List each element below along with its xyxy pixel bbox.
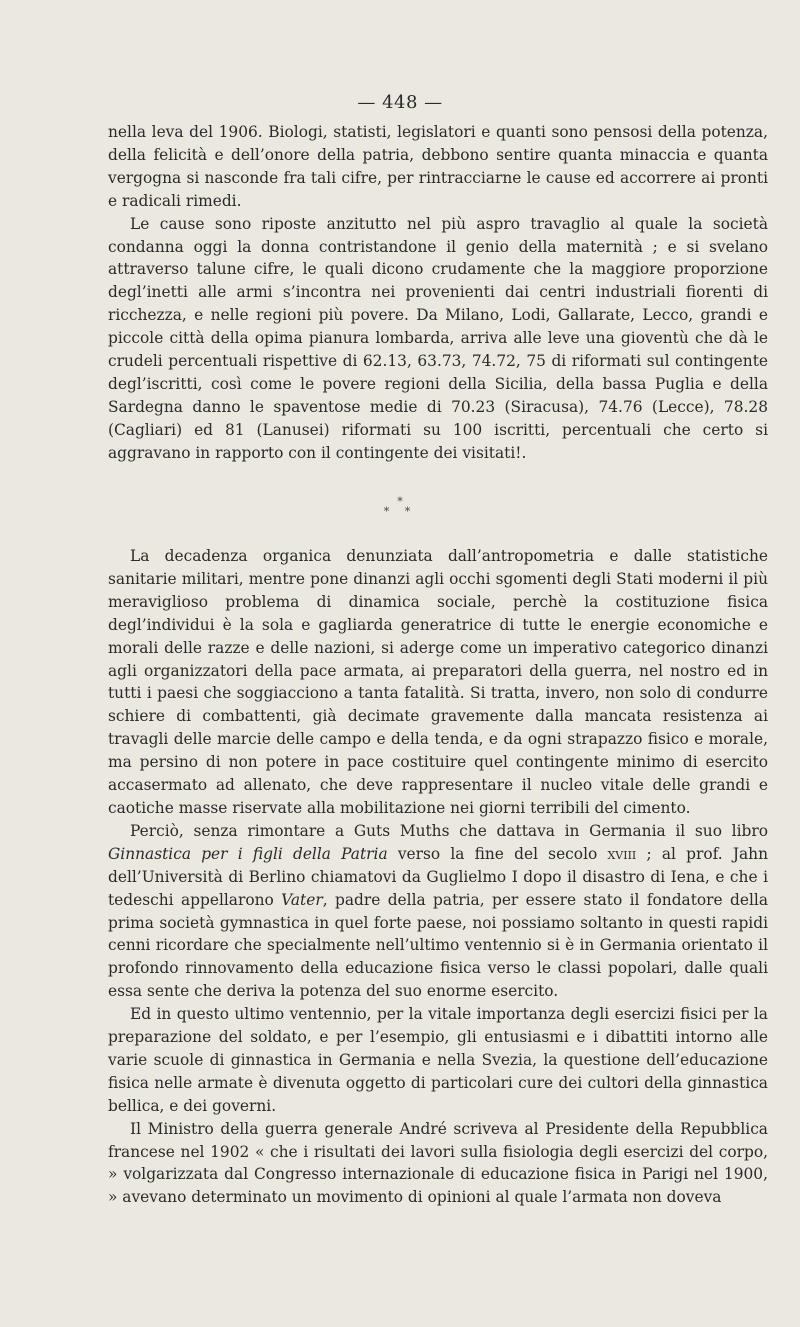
- paragraph-4: [108, 820, 768, 1003]
- section-1: [108, 121, 768, 465]
- century-numeral: xviii: [607, 844, 637, 863]
- vater-term: Vater: [281, 890, 323, 909]
- paragraph-4-text-b: verso la fine del secolo: [387, 844, 608, 863]
- paragraph-3: La decadenza organica denunziata dall’antropometria e dalle statistiche sanitarie militari, mentre pone dinanzi agli occhi sgomenti degli Stati moderni il più meraviglioso problema di dinamica sociale, perchè la costituzione fisica degl’individui è la sola e gagliarda generatrice di tutte le energie economiche e morali delle razze e delle nazioni, si aderge come un imperativo categorico dinanzi agli organizzatori della pace armata, ai preparatori della guerra, nel nostro ed in tutti i paesi che soggiacciono a tanta fatalità. Si tratta, invero, non solo di condurre schiere di combattenti, già decimate gravemente dalla mancata resistenza ai travagli delle marcie delle campo e della tenda, e da ogni strapazzo fisico e morale, ma persino di non potere in pace costituire quel contingente minimo di esercito accasermato ad allenato, che deve rappresentare il nucleo vitale delle grandi e caotiche masse riservate alla mobilitazione nei giorni terribili del cimento.: [108, 547, 768, 817]
- paragraph-2: Le cause sono riposte anzitutto nel più aspro travaglio al quale la società condanna oggi la donna contristandone il genio della maternità ; e si svelano attraverso talune cifre, le quali dicono crudamente che la maggiore proporzione degl’inetti alle armi s’incontra nei provenienti dai centri industriali fiorenti di ricchezza, e nelle regioni più povere. Da Milano, Lodi, Gallarate, Lecco, grandi e piccole città della opima pianura lombarda, arriva alle leve una gioventù che dà le crudeli percentuali rispettive di 62.13, 63.73, 74.72, 75 di riformati sul contingente degl’iscritti, così come le povere regioni della Sicilia, della bassa Puglia e della Sardegna danno le spaventose medie di 70.23 (Siracusa), 74.76 (Lecce), 78.28 (Cagliari) ed 81 (Lanusei) riformati su 100 iscritti, percentuali che certo si aggravano in rapporto con il contingente dei visitati!.: [108, 214, 768, 462]
- paragraph-6-line-b: » volgarizzata dal Congresso internazionale di educazione fisica in Parigi nel 1900,: [108, 1165, 768, 1184]
- paragraph-5: Ed in questo ultimo ventennio, per la vitale importanza degli esercizi fisici per la preparazione del soldato, e per l’esempio, gli entusiasmi e i dibattiti intorno alle varie scuole di ginnastica in Germania e nella Svezia, la questione dell’educazione fisica nelle armate è divenuta oggetto di particolari cure dei cultori della ginnastica bellica, e dei governi.: [108, 1005, 768, 1115]
- separator-star-top: *: [397, 495, 403, 508]
- paragraph-4-text-a: Perciò, senza rimontare a Guts Muths che dattava in Germania il suo libro: [130, 821, 768, 840]
- section-2: [108, 545, 768, 1209]
- section-separator: [0, 497, 800, 517]
- separator-star-bottom: * *: [383, 505, 417, 518]
- paragraph-4-text-c: ; al prof. Jahn dell’Università di Berlino chiamatovi da Guglielmo I dopo il disastro di Iena, e che i tedeschi appellarono: [108, 844, 768, 909]
- paragraph-4-text-d: , padre della patria, per essere stato il fondatore della prima società gymnastica in quel forte paese, noi possiamo soltanto in questi rapidi cenni ricordare che specialmente nell’ultimo ventennio si è in Germania orientato il profondo rinnovamento della educazione fisica verso le classi popolari, dalle quali essa sente che deriva la potenza del suo enorme esercito.: [108, 890, 768, 1001]
- paragraph-6-line-c: » avevano determinato un movimento di opinioni al quale l’armata non doveva: [108, 1188, 722, 1207]
- paragraph-6-line-a: Il Ministro della guerra generale André scriveva al Presidente della Repubblica francese nel 1902 « che i risultati dei lavori sulla fisiologia degli esercizi del corpo,: [108, 1119, 768, 1161]
- paragraph-6: [108, 1118, 768, 1210]
- page-number: — 448 —: [357, 92, 443, 113]
- book-title: Ginnastica per i figli della Patria: [108, 844, 388, 863]
- paragraph-1: nella leva del 1906. Biologi, statisti, legislatori e quanti sono pensosi della potenza, della felicità e dell’onore della patria, debbono sentire quanta minaccia e quanta vergogna si nasconde fra tali cifre, per rintracciarne le cause ed accorrere ai pronti e radicali rimedi.: [108, 123, 768, 210]
